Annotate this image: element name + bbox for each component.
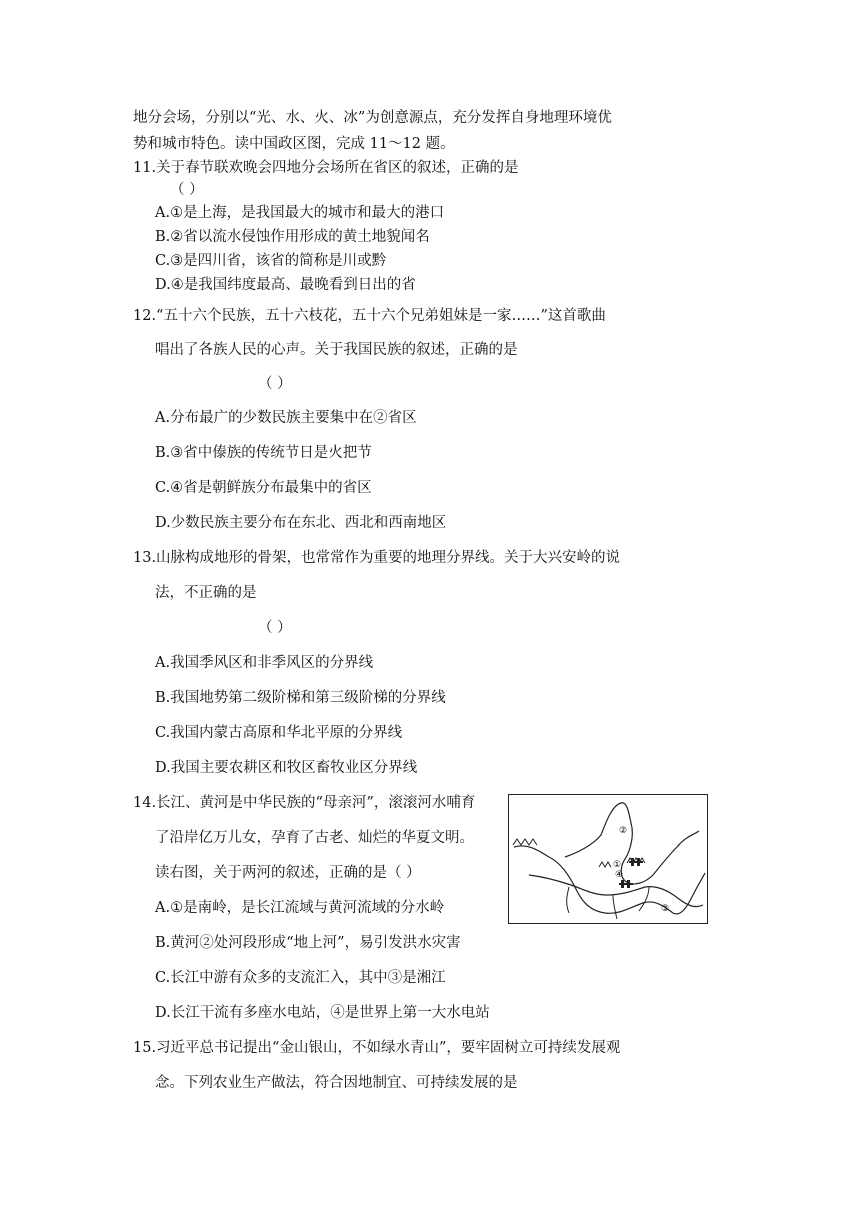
marker-2: ② — [619, 826, 628, 836]
question-12-stem: 12.“五十六个民族，五十六枝花，五十六个兄弟姐妹是一家……”这首歌曲 — [133, 308, 606, 324]
mountain-symbol — [513, 839, 645, 867]
option-d: D.我国主要农耕区和牧区畜牧业区分界线 — [155, 760, 418, 776]
option-a: A.①是南岭，是长江流域与黄河流域的分水岭 — [155, 900, 445, 916]
option-d: D.④是我国纬度最高、最晚看到日出的省 — [155, 277, 416, 293]
intro-line: 势和城市特色。读中国政区图，完成 11～12 题。 — [133, 136, 455, 152]
option-c: C.③是四川省，该省的简称是川或黔 — [155, 253, 387, 269]
question-11-stem: 11.关于春节联欢晚会四地分会场所在省区的叙述，正确的是 — [133, 160, 519, 176]
question-13-stem: 13.山脉构成地形的骨架，也常常作为重要的地理分界线。关于大兴安岭的说 — [133, 550, 621, 566]
option-c: C.长江中游有众多的支流汇入，其中③是湘江 — [155, 970, 446, 986]
question-15-stem: 15.习近平总书记提出“金山银山，不如绿水青山”，要牢固树立可持续发展观 — [133, 1040, 621, 1056]
option-a: A.①是上海，是我国最大的城市和最大的港口 — [155, 205, 445, 221]
option-b: B.③省中傣族的传统节日是火把节 — [155, 445, 372, 461]
tributary — [613, 895, 617, 919]
marker-4: ④ — [615, 870, 624, 880]
yellow-river — [565, 803, 699, 884]
option-c: C.④省是朝鲜族分布最集中的省区 — [155, 480, 372, 496]
option-b: B.我国地势第二级阶梯和第三级阶梯的分界线 — [155, 690, 446, 706]
marker-1: ① — [613, 860, 622, 870]
river-map-figure — [508, 794, 708, 924]
option-b: B.黄河②处河段形成“地上河”，易引发洪水灾害 — [155, 935, 461, 951]
answer-blank: （ ） — [258, 376, 292, 392]
question-14-stem: 读右图，关于两河的叙述，正确的是（ ） — [155, 865, 421, 881]
question-15-stem: 念。下列农业生产做法，符合因地制宜、可持续发展的是 — [155, 1075, 518, 1091]
question-13-stem: 法，不正确的是 — [155, 585, 257, 601]
option-c: C.我国内蒙古高原和华北平原的分界线 — [155, 725, 403, 741]
intro-line: 地分会场，分别以“光、水、火、冰”为创意源点，充分发挥自身地理环境优 — [133, 110, 612, 126]
tributary — [567, 887, 569, 913]
option-d: D.少数民族主要分布在东北、西北和西南地区 — [155, 515, 447, 531]
question-12-stem: 唱出了各族人民的心声。关于我国民族的叙述，正确的是 — [155, 342, 518, 358]
question-14-stem: 14.长江、黄河是中华民族的“母亲河”，滚滚河水哺育 — [133, 795, 476, 811]
marker-3: ③ — [661, 904, 670, 914]
question-14-stem: 了沿岸亿万儿女，孕育了古老、灿烂的华夏文明。 — [155, 830, 474, 846]
answer-blank: （ ） — [170, 182, 204, 198]
river-map — [509, 795, 709, 925]
option-d: D.长江干流有多座水电站，④是世界上第一大水电站 — [155, 1005, 490, 1021]
option-a: A.分布最广的少数民族主要集中在②省区 — [155, 410, 417, 426]
tributary — [639, 887, 649, 911]
option-a: A.我国季风区和非季风区的分界线 — [155, 655, 374, 671]
answer-blank: （ ） — [258, 620, 292, 636]
coastline — [514, 846, 705, 914]
option-b: B.②省以流水侵蚀作用形成的黄土地貌闻名 — [155, 229, 430, 245]
